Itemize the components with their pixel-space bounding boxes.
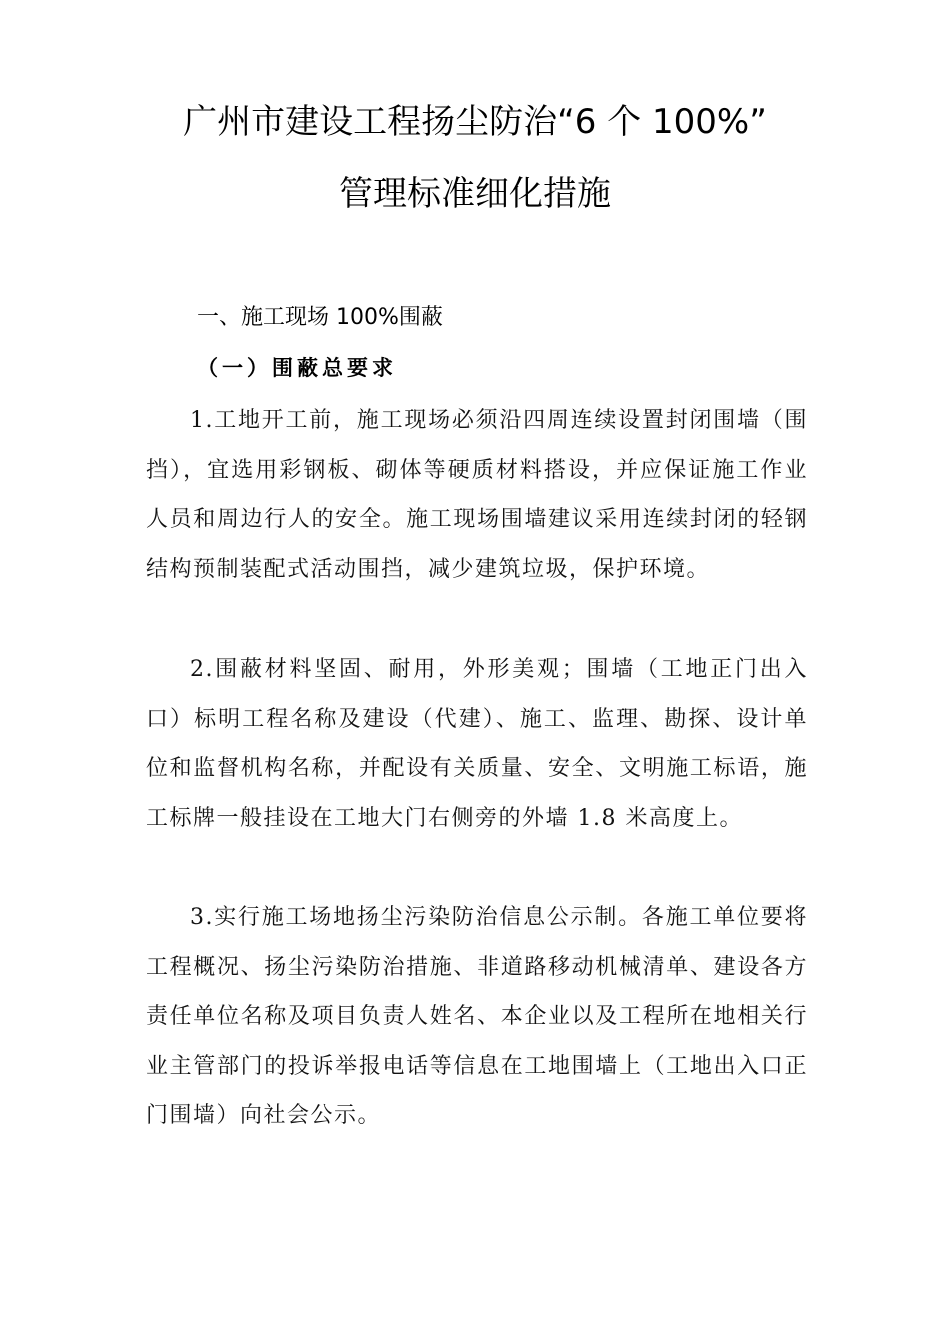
paragraph-2: 2.围蔽材料坚固、耐用，外形美观；围墙（工地正门出入口）标明工程名称及建设（代建）、施工、监理、勘探、设计单位和监督机构名称，并配设有关质量、安全、文明施工标语，施工标牌一般挂设在工地大门右侧旁的外墙 1.8 米高度上。 xyxy=(146,657,808,831)
sub-heading: （一）围蔽总要求 xyxy=(197,355,397,380)
paragraph-3: 3.实行施工场地扬尘污染防治信息公示制。各施工单位要将工程概况、扬尘污染防治措施、非道路移动机械清单、建设各方责任单位名称及项目负责人姓名、本企业以及工程所在地相关行业主管部门的投诉举报电话等信息在工地围墙上（工地出入口正门围墙）向社会公示。 xyxy=(146,905,808,1128)
paragraph-1: 1.工地开工前，施工现场必须沿四周连续设置封闭围墙（围挡），宜选用彩钢板、砌体等硬质材料搭设，并应保证施工作业人员和周边行人的安全。施工现场围墙建议采用连续封闭的轻钢结构预制装配式活动围挡，减少建筑垃圾，保护环境。 xyxy=(146,408,808,582)
document-title-line-1: 广州市建设工程扬尘防治“6 个 100%” xyxy=(183,102,767,142)
section-heading: 一、施工现场 100%围蔽 xyxy=(197,305,443,330)
document-title-line-2: 管理标准细化措施 xyxy=(339,174,611,214)
